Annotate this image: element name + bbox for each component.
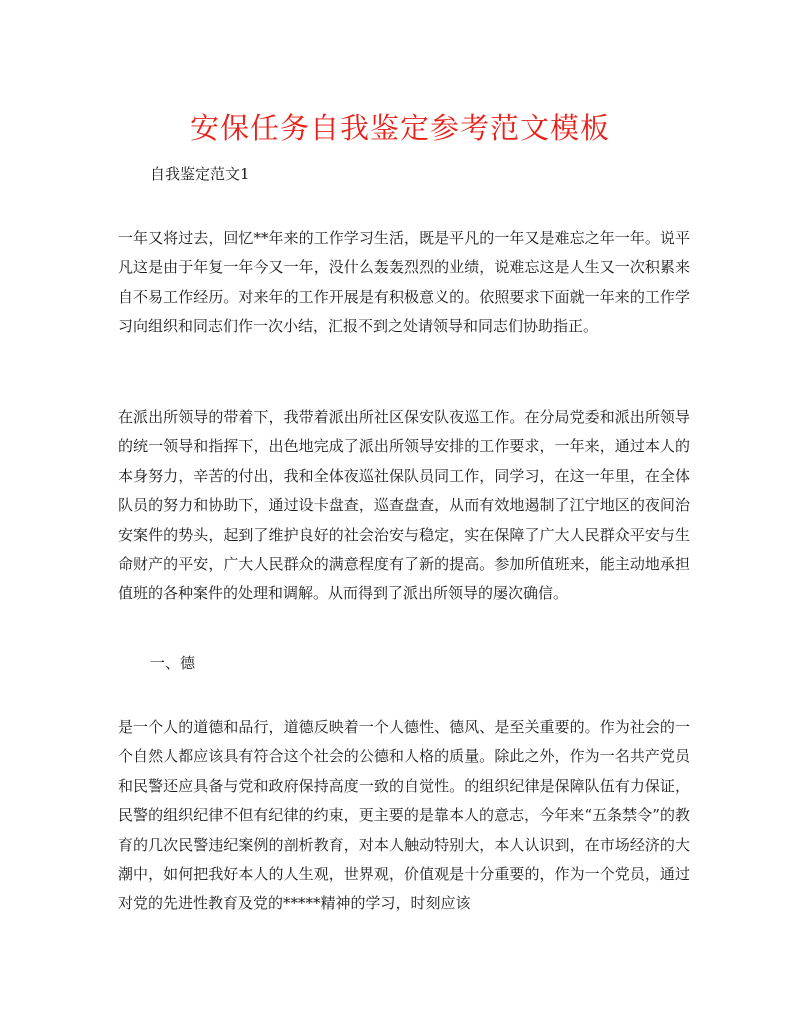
- section-heading-morality: 一、德: [150, 654, 196, 672]
- document-subtitle: 自我鉴定范文1: [150, 165, 250, 183]
- paragraph-intro: 一年又将过去，回忆**年来的工作学习生活，既是平凡的一年又是难忘之年一年。说平凡这是由于年复一年今又一年，没什么轰轰烈烈的业绩，说难忘这是人生又一次积累来自不易工作经历。对来年的工作开展是有积极意义的。依照要求下面就一年来的工作学习向组织和同志们作一次小结，汇报不到之处请领导和同志们协助指正。: [118, 229, 690, 336]
- paragraph-work-summary: 在派出所领导的带着下，我带着派出所社区保安队夜巡工作。在分局党委和派出所领导的统一领导和指挥下，出色地完成了派出所领导安排的工作要求，一年来，通过本人的本身努力，辛苦的付出，我和全体夜巡社保队员同工作，同学习，在这一年里，在全体队员的努力和协助下，通过设卡盘查，巡查盘查，从而有效地遏制了江宁地区的夜间治安案件的势头，起到了维护良好的社会治安与稳定，实在保障了广大人民群众平安与生命财产的平安，广大人民群众的满意程度有了新的提高。参加所值班来，能主动地承担值班的各种案件的处理和调解。从而得到了派出所领导的屡次确信。: [118, 408, 690, 603]
- paragraph-morality: 是一个人的道德和品行，道德反映着一个人德性、德风、是至关重要的。作为社会的一个自然人都应该具有符合这个社会的公德和人格的质量。除此之外，作为一名共产党员和民警还应具备与党和政府保持高度一致的自觉性。的组织纪律是保障队伍有力保证，民警的组织纪律不但有纪律的约束，更主要的是靠本人的意志，今年来“五条禁令”的教育的几次民警违纪案例的剖析教育，对本人触动特别大，本人认识到，在市场经济的大潮中，如何把我好本人的人生观，世界观，价值观是十分重要的，作为一个党员，通过对党的先进性教育及党的*****精神的学习，时刻应该: [118, 718, 690, 913]
- document-title: 安保任务自我鉴定参考范文模板: [189, 111, 610, 145]
